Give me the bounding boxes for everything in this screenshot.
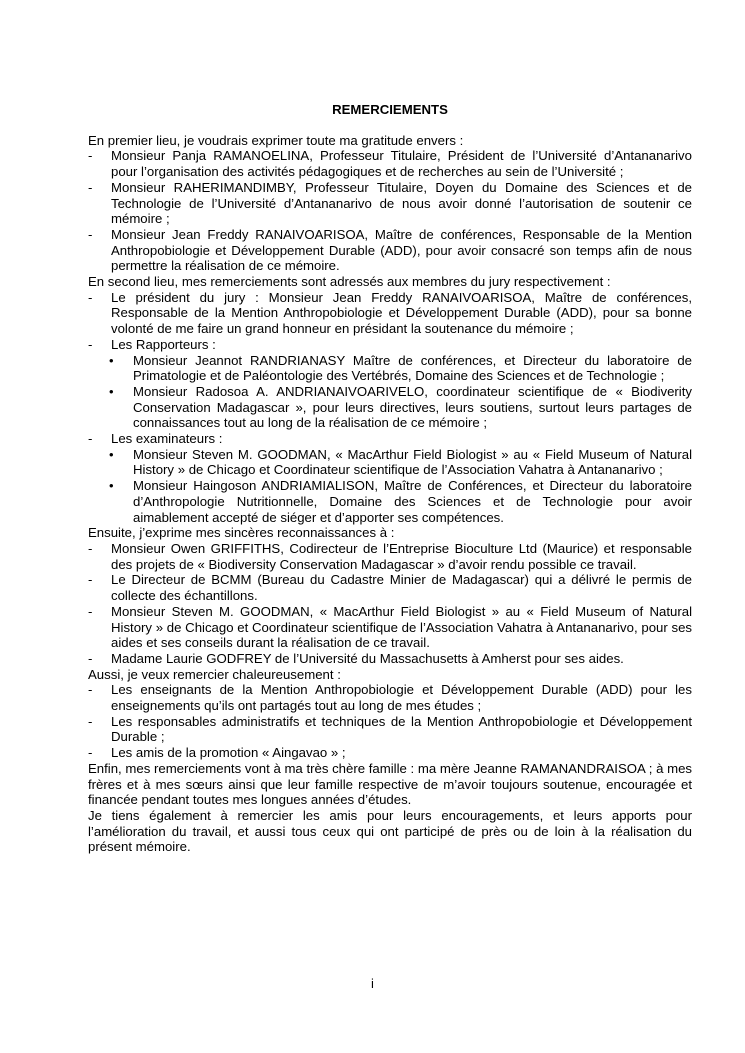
dash-marker: - bbox=[88, 713, 93, 729]
dash-marker: - bbox=[88, 603, 93, 619]
page-title: REMERCIEMENTS bbox=[332, 102, 448, 117]
list-item-text: Monsieur Jean Freddy RANAIVOARISOA, Maître de conférences, Responsable de la Mention Anthropobiologie et Développement Durable (ADD), pour avoir consacré son temps afin de nous permettre la réalisation de ce mémoire. bbox=[111, 226, 692, 274]
list-item-text: Monsieur Panja RAMANOELINA, Professeur Titulaire, Président de l’Université d’Antananarivo pour l’organisation des activités pédagogiques et de recherches au sein de l’Université ; bbox=[111, 148, 692, 180]
gratitude-list bbox=[88, 148, 692, 274]
dash-marker: - bbox=[88, 226, 93, 242]
list-item-text: Madame Laurie GODFREY de l’Université du Massachusetts à Amherst pour ses aides. bbox=[111, 650, 624, 666]
list-item bbox=[88, 541, 692, 572]
list-item bbox=[88, 604, 692, 651]
bullet-marker: • bbox=[109, 352, 114, 368]
dash-marker: - bbox=[88, 540, 93, 556]
list-item-text: Monsieur RAHERIMANDIMBY, Professeur Titulaire, Doyen du Domaine des Sciences et de Technologie de l’Université d’Antananarivo de nous avoir donné l’autorisation de soutenir ce mémoire ; bbox=[111, 179, 692, 227]
dash-marker: - bbox=[88, 745, 93, 761]
list-item-text: Les responsables administratifs et techniques de la Mention Anthropobiologie et Développement Durable ; bbox=[111, 713, 692, 745]
list-item-text: Les enseignants de la Mention Anthropobiologie et Développement Durable (ADD) pour les enseignements qu’ils ont partagés tout au long de mes études ; bbox=[111, 682, 692, 714]
list-item bbox=[88, 227, 692, 274]
dash-marker: - bbox=[88, 148, 93, 164]
list-item bbox=[88, 148, 692, 179]
list-item-text: Monsieur Steven M. GOODMAN, « MacArthur Field Biologist » au « Field Museum of Natural History » de Chicago et Coordinateur scientifique de l’Association Vahatra à Antananarivo, pour ses aides et ses conseils durant la réalisation de ce travail. bbox=[111, 603, 692, 651]
acknowledgements-page bbox=[88, 102, 692, 855]
rapporteurs-label: Les Rapporteurs : bbox=[111, 336, 216, 352]
dash-marker: - bbox=[88, 682, 93, 698]
dash-marker: - bbox=[88, 336, 93, 352]
list-item bbox=[88, 337, 692, 431]
bullet-marker: • bbox=[109, 478, 114, 494]
intro-paragraph-3: Ensuite, j’exprime mes sincères reconnaissances à : bbox=[88, 525, 395, 541]
list-item bbox=[88, 745, 692, 761]
list-item bbox=[88, 290, 692, 337]
list-item bbox=[88, 180, 692, 227]
dash-marker: - bbox=[88, 650, 93, 666]
list-item-text: Monsieur Steven M. GOODMAN, « MacArthur Field Biologist » au « Field Museum of Natural History » de Chicago et Coordinateur scientifique de l’Association Vahatra à Antananarivo ; bbox=[133, 446, 692, 478]
intro-paragraph-2: En second lieu, mes remerciements sont adressés aux membres du jury respectivement : bbox=[88, 274, 611, 290]
jury-president-text: Le président du jury : Monsieur Jean Freddy RANAIVOARISOA, Maître de conférences, Responsable de la Mention Anthropobiologie et Développement Durable (ADD), pour sa bonne volonté de me faire un grand honneur en présidant la soutenance du mémoire ; bbox=[111, 289, 692, 337]
intro-paragraph-1: En premier lieu, je voudrais exprimer toute ma gratitude envers : bbox=[88, 132, 464, 148]
jury-list bbox=[88, 290, 692, 526]
list-item-text: Monsieur Owen GRIFFITHS, Codirecteur de l’Entreprise Bioculture Ltd (Maurice) et responsable des projets de « Biodiversity Conservation Madagascar » d’avoir rendu possible ce travail. bbox=[111, 540, 692, 572]
examinateurs-list bbox=[88, 447, 692, 526]
dash-marker: - bbox=[88, 289, 93, 305]
dash-marker: - bbox=[88, 431, 93, 447]
list-item bbox=[88, 353, 692, 384]
list-item-text: Monsieur Radosoa A. ANDRIANAIVOARIVELO, coordinateur scientifique de « Biodiverity Conservation Madagascar », pour leurs directives, leurs soutiens, surtout leurs partages de connaissances tout au long de la réalisation de ce mémoire ; bbox=[133, 383, 692, 431]
list-item bbox=[88, 478, 692, 525]
examinateurs-label: Les examinateurs : bbox=[111, 431, 223, 447]
list-item-text: Les amis de la promotion « Aingavao » ; bbox=[111, 745, 346, 761]
dash-marker: - bbox=[88, 179, 93, 195]
list-item bbox=[88, 431, 692, 525]
dash-marker: - bbox=[88, 572, 93, 588]
list-item-text: Monsieur Haingoson ANDRIAMIALISON, Maître de Conférences, et Directeur du laboratoire d’Anthropologie Nutritionnelle, Domaine des Sciences et de Technologie pour avoir aimablement accepté de siéger et d’apporter ses compétences. bbox=[133, 478, 692, 525]
rapporteurs-list bbox=[88, 353, 692, 432]
list-item bbox=[88, 651, 692, 667]
warm-thanks-list bbox=[88, 682, 692, 761]
list-item-text: Monsieur Jeannot RANDRIANASY Maître de conférences, et Directeur du laboratoire de Primatologie et de Paléontologie des Vertébrés, Domaine des Sciences et de Technologie ; bbox=[133, 352, 692, 384]
family-paragraph: Enfin, mes remerciements vont à ma très chère famille : ma mère Jeanne RAMANANDRAISOA ; à mes frères et à mes sœurs ainsi que leur famille respective de m’avoir toujours soutenue, encouragée et financée pendant toutes mes longues années d’études. bbox=[88, 760, 692, 808]
list-item bbox=[88, 572, 692, 603]
list-item bbox=[88, 682, 692, 713]
list-item bbox=[88, 384, 692, 431]
friends-paragraph: Je tiens également à remercier les amis pour leurs encouragements, et leurs apports pour l’amélioration du travail, et aussi tous ceux qui ont participé de près ou de loin à la réalisation du présent mémoire. bbox=[88, 807, 692, 855]
list-item bbox=[88, 714, 692, 745]
page-number: i bbox=[371, 976, 374, 991]
list-item-text: Le Directeur de BCMM (Bureau du Cadastre Minier de Madagascar) qui a délivré le permis de collecte des échantillons. bbox=[111, 572, 692, 604]
list-item bbox=[88, 447, 692, 478]
recognition-list bbox=[88, 541, 692, 667]
bullet-marker: • bbox=[109, 383, 114, 399]
bullet-marker: • bbox=[109, 446, 114, 462]
intro-paragraph-4: Aussi, je veux remercier chaleureusement : bbox=[88, 666, 341, 682]
